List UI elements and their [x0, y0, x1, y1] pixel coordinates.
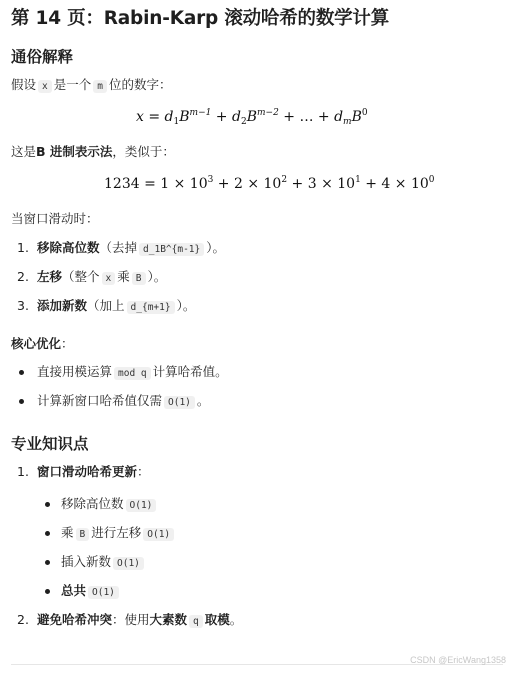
- bullet-icon: [45, 531, 50, 536]
- list-item-add-new-digit: 添加新数（加上 d_{m+1} ）。: [37, 298, 196, 313]
- base-notation-paragraph: 这是B 进制表示法，类似于：: [11, 144, 175, 159]
- inline-code: mod q: [114, 367, 151, 380]
- section-heading-professional-points: 专业知识点: [11, 435, 89, 453]
- bullet-icon: [19, 399, 24, 404]
- inline-code: O(1): [88, 586, 119, 599]
- list-item-avoid-collision: 避免哈希冲突：使用大素数 q 取模。: [37, 612, 243, 627]
- list-item-constant-time: 计算新窗口哈希值仅需 O(1) 。: [37, 393, 210, 408]
- section-heading-plain-explanation: 通俗解释: [11, 48, 74, 66]
- step-number: 3.: [17, 298, 29, 313]
- inline-code: O(1): [113, 557, 144, 570]
- step-number: 2.: [17, 269, 29, 284]
- inline-code: O(1): [164, 396, 195, 409]
- bullet-icon: [19, 370, 24, 375]
- sub-item-multiply-b: 乘 B 进行左移 O(1): [61, 524, 176, 544]
- list-item-mod-hash: 直接用模运算 mod q 计算哈希值。: [37, 364, 228, 379]
- step-number: 1.: [17, 240, 29, 255]
- step-number: 2.: [17, 612, 29, 627]
- sliding-paragraph: 当窗口滑动时：: [11, 211, 99, 226]
- bullet-icon: [45, 560, 50, 565]
- sub-item-total: 总共 O(1): [61, 582, 121, 602]
- sub-item-remove-high: 移除高位数 O(1): [61, 495, 158, 515]
- bullet-icon: [45, 589, 50, 594]
- step-number: 1.: [17, 464, 29, 479]
- inline-code-x: x: [38, 80, 52, 93]
- list-item-left-shift: 左移（整个 x 乘 B ）。: [37, 269, 167, 284]
- inline-code: q: [189, 615, 203, 628]
- bullet-icon: [45, 502, 50, 507]
- list-item-window-hash-update: 窗口滑动哈希更新：: [37, 464, 150, 479]
- inline-code: O(1): [143, 528, 174, 541]
- inline-code: B: [76, 528, 90, 541]
- inline-code: d_{m+1}: [127, 301, 175, 314]
- formula-decimal-example: $1234 = 1 \times 10^3 + 2 \times 10^2 + 3 \times 10^1 + 4 \times 10^0$: [104, 175, 435, 192]
- watermark: CSDN @EricWang1358: [410, 655, 506, 665]
- inline-code: O(1): [126, 499, 157, 512]
- list-item-remove-high-digit: 移除高位数（去掉 d_1B^{m-1} ）。: [37, 240, 225, 255]
- formula-polynomial: $x = d_1B^{m-1} + d_2B^{m-2}$ + … + $d_mB^0$: [136, 108, 368, 127]
- inline-code: B: [132, 272, 146, 285]
- inline-code-m: m: [93, 80, 107, 93]
- core-optimization-label: 核心优化：: [11, 336, 74, 351]
- page-title: 第 14 页：Rabin-Karp 滚动哈希的数学计算: [11, 8, 390, 29]
- sub-item-insert-new: 插入新数 O(1): [61, 553, 146, 573]
- inline-code: d_1B^{m-1}: [139, 243, 204, 256]
- intro-paragraph: 假设 x 是一个 m 位的数字：: [11, 77, 172, 92]
- inline-code: x: [102, 272, 116, 285]
